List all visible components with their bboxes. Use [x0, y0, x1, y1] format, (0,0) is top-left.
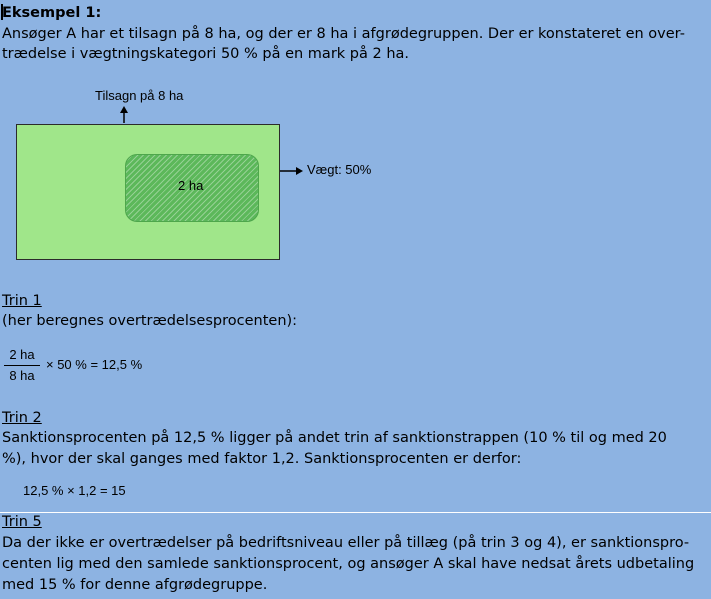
trin2-heading: Trin 2: [2, 410, 42, 426]
intro-line-2: trædelse i vægtningskategori 50 % på en mark på 2 ha.: [2, 46, 410, 62]
example-title: Eksempel 1:: [2, 5, 102, 21]
trin2-line-2: %), hvor der skal ganges med faktor 1,2. Sanktionsprocenten er derfor:: [2, 451, 522, 467]
trin1-heading: Trin 1: [2, 293, 42, 309]
fraction-bar: [4, 365, 40, 366]
fraction: [4, 346, 40, 385]
tilsagn-label: Tilsagn på 8 ha: [95, 88, 184, 103]
weight-label: Vægt: 50%: [307, 162, 372, 177]
trin5-heading: Trin 5: [2, 514, 42, 530]
trin5-line-3: med 15 % for denne afgrødegruppe.: [2, 577, 268, 593]
trin1-desc: (her beregnes overtrædelsesprocenten):: [2, 313, 298, 329]
right-arrow-icon: [296, 167, 303, 175]
trin5-line-2: centen lig med den samlede sanktionsprocent, og ansøger A skal have nedsat årets udbetaling: [2, 556, 695, 572]
trin5-line-1: Da der ikke er overtrædelser på bedriftsniveau eller på tillæg (på trin 3 og 4), er sanktionspro-: [2, 535, 690, 551]
intro-line-1: Ansøger A har et tilsagn på 8 ha, og der er 8 ha i afgrødegruppen. Der er konstateret en over-: [2, 26, 685, 42]
fraction-denominator: 8 ha: [9, 368, 35, 383]
plot-label: 2 ha: [178, 178, 204, 193]
fraction-numerator: 2 ha: [9, 347, 35, 362]
trin2-formula: 12,5 % × 1,2 = 15: [23, 483, 126, 498]
trin2-line-1: Sanktionsprocenten på 12,5 % ligger på andet trin af sanktionstrappen (10 % til og med 20: [2, 430, 667, 446]
up-arrow-icon: [120, 106, 128, 113]
trin1-formula: × 50 % = 12,5 %: [46, 357, 143, 372]
divider: [0, 512, 711, 513]
